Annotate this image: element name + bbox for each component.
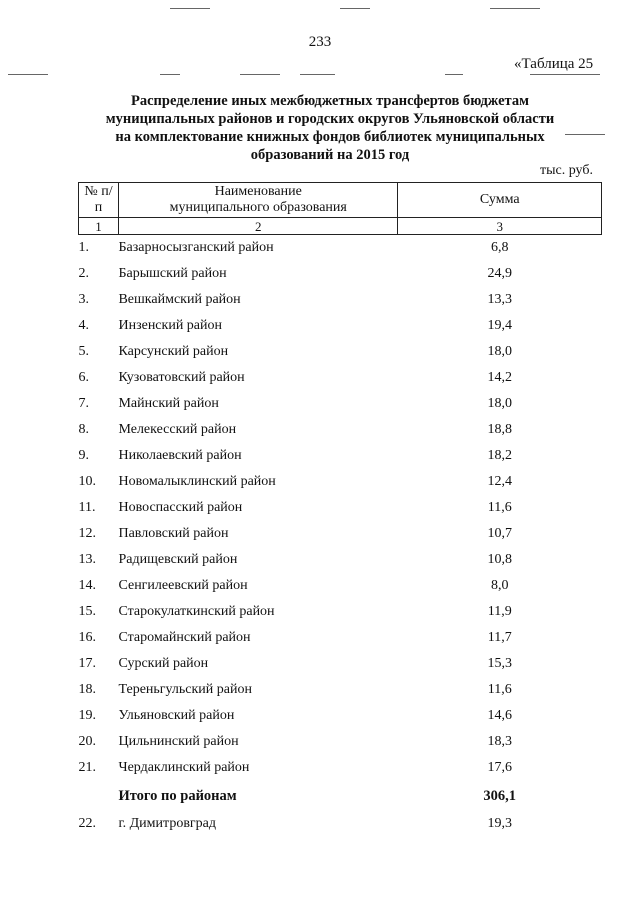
cell-num: 10. [78,474,96,489]
table-row [79,677,602,703]
cell-name: Старомайнский район [118,630,251,645]
header-name-line: Наименование [214,184,302,199]
cell-num: 4. [78,318,89,333]
cell-name: Итого по районам [118,787,237,804]
table-row [79,339,602,365]
cell-name: Старокулаткинский район [118,604,275,619]
table-row [79,443,602,469]
header-name [118,183,398,218]
table-reference: «Таблица 25 [514,56,594,72]
cell-sum: 18,0 [487,344,512,359]
header-name-line: муниципального образования [169,200,347,215]
table-row [79,573,602,599]
cell-num: 19. [78,708,96,723]
title-line: Распределение иных межбюджетных трансфертов бюджетам [131,93,529,109]
cell-num: 1. [78,240,89,255]
header-number [79,183,119,218]
scan-artifact [170,8,210,9]
scan-artifact [240,74,280,75]
cell-sum: 18,0 [487,396,512,411]
scan-artifact [8,74,48,75]
title-line: на комплектование книжных фондов библиотек муниципальных [115,129,545,145]
scan-artifact [160,74,180,75]
cell-name: Тереньгульский район [118,682,252,697]
table-header-row [79,183,602,218]
table-row [79,287,602,313]
cell-name: Кузоватовский район [118,370,245,385]
table-row [79,391,602,417]
cell-name: Базарносызганский район [118,240,274,255]
table-body [79,235,602,838]
cell-num: 15. [78,604,96,619]
table-row [79,599,602,625]
cell-sum: 11,6 [487,682,512,697]
cell-num: 16. [78,630,96,645]
cell-name: Вешкаймский район [118,292,241,307]
table-row [79,703,602,729]
cell-sum: 11,7 [487,630,512,645]
cell-sum: 306,1 [483,787,517,804]
table-row [79,625,602,651]
cell-num: 11. [78,500,96,515]
cell-num: 5. [78,344,89,359]
cell-num: 22. [78,816,96,831]
scan-artifact [530,74,600,75]
table-row [79,313,602,339]
title-line: образований на 2015 год [250,147,410,163]
table-row [79,235,602,262]
units-label: тыс. руб. [540,163,593,178]
cell-name: Ульяновский район [118,708,235,723]
cell-num: 12. [78,526,96,541]
cell-sum: 24,9 [487,266,512,281]
scan-artifact [445,74,463,75]
cell-num: 9. [78,448,89,463]
table-row [79,365,602,391]
cell-num: 18. [78,682,96,697]
table-row [79,469,602,495]
cell-sum: 8,0 [490,578,509,593]
cell-num: 13. [78,552,96,567]
cell-name: Мелекесский район [118,422,237,437]
header-sum: Сумма [398,183,602,218]
cell-sum: 11,6 [487,500,512,515]
table-row [79,729,602,755]
cell-name: Сенгилеевский район [118,578,248,593]
cell-name: Майнский район [118,396,219,411]
cell-name: Новомалыклинский район [118,474,276,489]
cell-sum: 12,4 [487,474,512,489]
cell-num: 21. [78,760,96,775]
cell-name: Карсунский район [118,344,229,359]
title-line: муниципальных районов и городских округов Ульяновской области [105,111,555,127]
cell-sum: 17,6 [487,760,512,775]
scan-artifact [490,8,540,9]
table-row [79,521,602,547]
header-number-label: № п/п [84,184,113,215]
cell-num [79,781,119,811]
cell-sum: 14,6 [487,708,512,723]
cell-sum: 18,8 [487,422,512,437]
table-row [79,811,602,837]
scan-artifact [340,8,370,9]
table-row [79,495,602,521]
cell-name: Чердаклинский район [118,760,250,775]
cell-sum: 11,9 [487,604,512,619]
allocation-table [78,182,602,837]
table-row [79,651,602,677]
cell-sum: 13,3 [487,292,512,307]
page-number: 233 [308,34,332,50]
table-row [79,755,602,781]
cell-sum: 15,3 [487,656,512,671]
cell-num: 7. [78,396,89,411]
cell-name: Радищевский район [118,552,238,567]
document-title [60,92,600,164]
cell-name: г. Димитровград [118,816,217,831]
cell-sum: 18,2 [487,448,512,463]
cell-num: 3. [78,292,89,307]
cell-sum: 6,8 [490,240,509,255]
table-row [79,417,602,443]
table-row [79,547,602,573]
cell-sum: 14,2 [487,370,512,385]
cell-sum: 19,4 [487,318,512,333]
cell-name: Сурский район [118,656,209,671]
cell-num: 8. [78,422,89,437]
cell-num: 17. [78,656,96,671]
cell-name: Барышский район [118,266,227,281]
cell-sum: 18,3 [487,734,512,749]
column-number: 2 [118,218,398,235]
scan-artifact [300,74,335,75]
table-row [79,261,602,287]
column-number: 3 [398,218,602,235]
cell-num: 6. [78,370,89,385]
cell-name: Новоспасский район [118,500,243,515]
cell-name: Павловский район [118,526,229,541]
cell-sum: 19,3 [487,816,512,831]
cell-name: Инзенский район [118,318,223,333]
cell-sum: 10,7 [487,526,512,541]
cell-sum: 10,8 [487,552,512,567]
column-number-row [79,218,602,235]
cell-name: Цильнинский район [118,734,239,749]
column-number: 1 [79,218,119,235]
cell-num: 14. [78,578,96,593]
cell-num: 2. [78,266,89,281]
cell-num: 20. [78,734,96,749]
cell-name: Николаевский район [118,448,242,463]
total-row [79,781,602,811]
